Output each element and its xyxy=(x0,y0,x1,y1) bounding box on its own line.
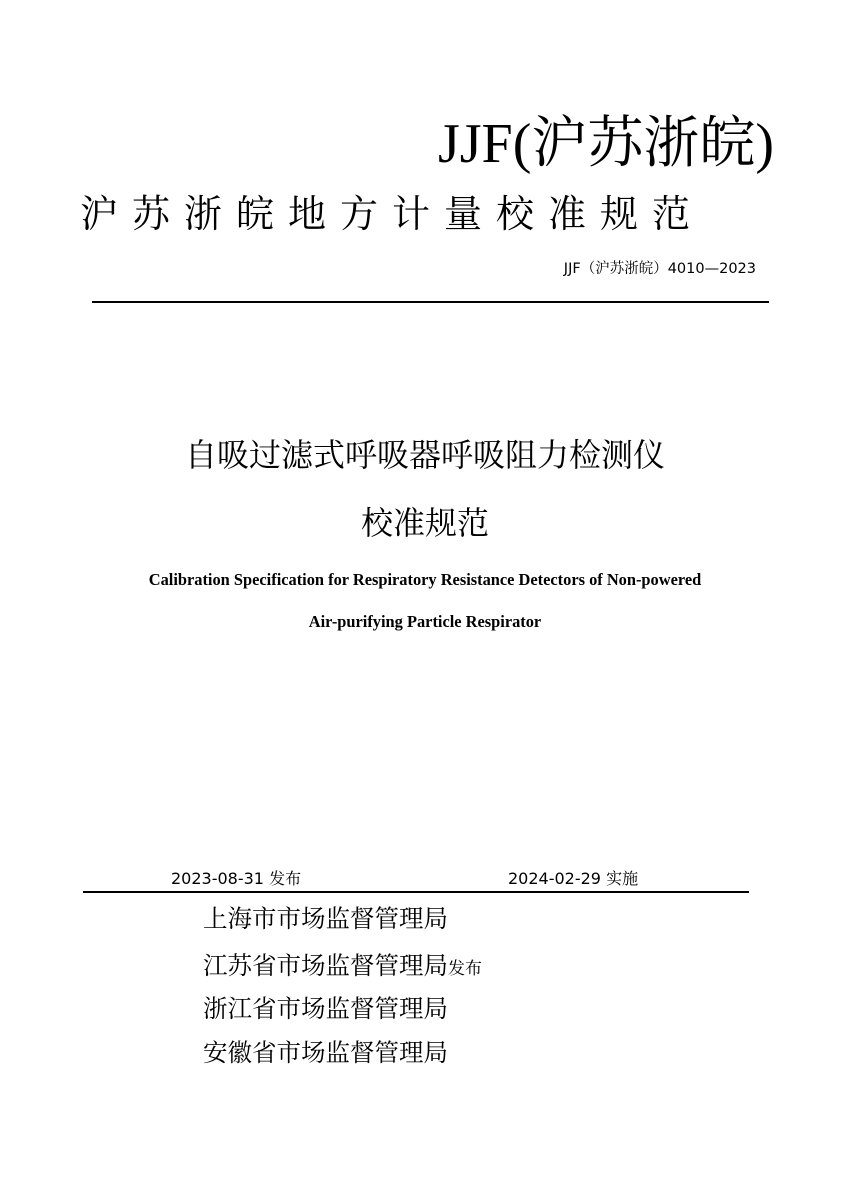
document-title-zh-line1: 自吸过滤式呼吸器呼吸阻力检测仪 xyxy=(184,436,665,474)
specification-series-title: 沪苏浙皖地方计量校准规范 xyxy=(80,192,705,236)
document-title-en-line1: Calibration Specification for Respiratory Resistance Detectors of Non-powered xyxy=(148,570,702,589)
issuer-zhejiang: 浙江省市场监督管理局 xyxy=(203,994,448,1023)
header-divider xyxy=(92,301,769,303)
issuer-jiangsu: 江苏省市场监督管理局 xyxy=(203,951,448,980)
footer-divider xyxy=(83,891,749,893)
document-title-en-line2: Air-purifying Particle Respirator xyxy=(308,612,542,631)
issuer-anhui: 安徽省市场监督管理局 xyxy=(203,1038,448,1067)
specification-number: JJF（沪苏浙皖）4010—2023 xyxy=(563,261,756,277)
implementation-date: 2024-02-29 实施 xyxy=(508,869,639,888)
issuer-shanghai: 上海市市场监督管理局 xyxy=(203,904,448,933)
document-title-zh-line2: 校准规范 xyxy=(360,504,489,542)
publish-label: 发布 xyxy=(448,959,482,979)
standard-mark: JJF(沪苏浙皖) xyxy=(437,113,774,175)
issue-date: 2023-08-31 发布 xyxy=(171,869,302,888)
issuer-jiangsu-row xyxy=(203,949,482,986)
